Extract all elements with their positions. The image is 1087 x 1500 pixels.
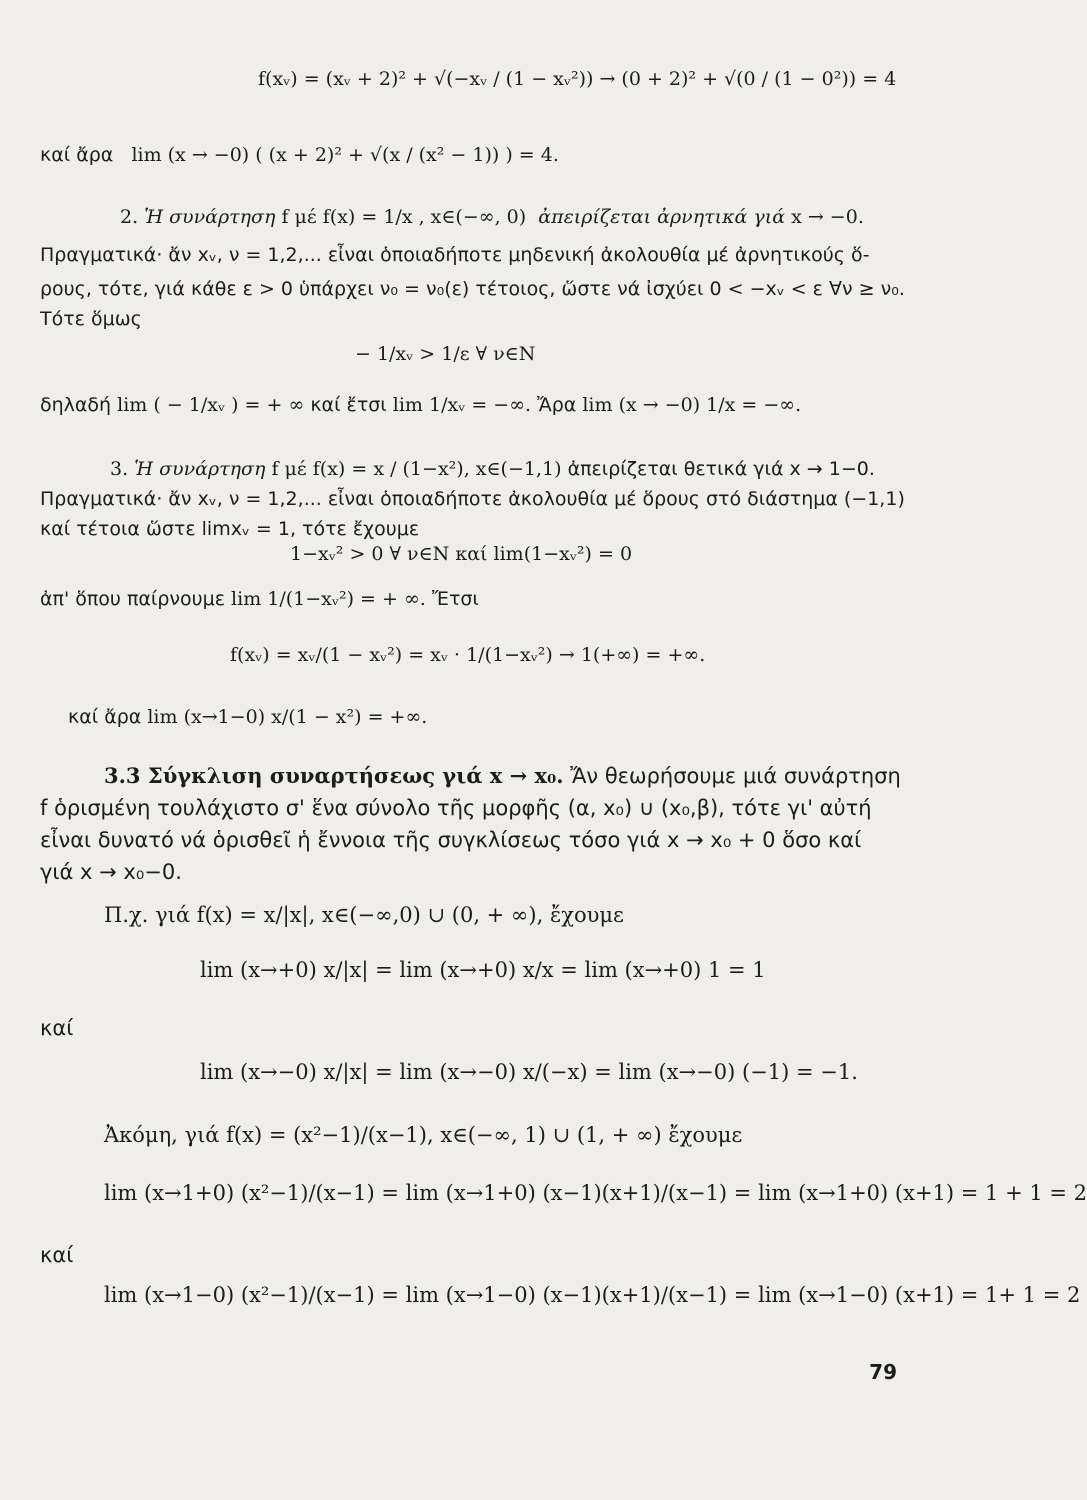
equation-line-13 — [40, 590, 479, 609]
item-2-statement — [120, 208, 864, 227]
example-intro: Π.χ. γιά f(x) = x/|x|, x∈(−∞,0) ∪ (0, + ∞), ἔχουμε — [104, 903, 624, 927]
item-number: 2. — [120, 206, 139, 228]
equation-line-1 — [258, 70, 896, 89]
section-title: 3.3 Σύγκλιση συναρτήσεως γιά x → x₀. — [104, 763, 564, 788]
greek-text: ἀπειρίζεται θετικά γιά x → 1−0. — [567, 458, 875, 480]
equation-line-8 — [40, 396, 801, 415]
paragraph-line: εἶναι δυνατό νά ὁρισθεῖ ἡ ἔννοια τῆς συγκλίσεως τόσο γιά x → x₀ + 0 ὅσο καί — [40, 828, 862, 852]
equation-line: 1−xᵥ² > 0 ∀ ν∈N καί lim(1−xᵥ²) = 0 — [290, 543, 633, 565]
equation-text: f μέ f(x) = x / (1−x²), x∈(−1,1) — [271, 458, 562, 480]
paragraph-line: Πραγματικά· ἄν xᵥ, ν = 1,2,... εἶναι ὁποιαδήποτε μηδενική ἀκολουθία μέ ἀρνητικούς ὅ- — [40, 244, 870, 266]
equation-line: Ἀκόμη, γιά f(x) = (x²−1)/(x−1), x∈(−∞, 1) ∪ (1, + ∞) ἔχουμε — [104, 1123, 743, 1147]
equation-line-2 — [40, 146, 559, 165]
greek-text: Ἔτσι — [431, 588, 479, 610]
equation-line: lim (x→1−0) (x²−1)/(x−1) = lim (x→1−0) (x−1)(x+1)/(x−1) = lim (x→1−0) (x+1) = 1+ 1 = 2 — [104, 1283, 1081, 1307]
equation-text: f(xᵥ) = (xᵥ + 2)² + √(−xᵥ / (1 − xᵥ²)) → (0 + 2)² + √(0 / (1 − 0²)) = 4 — [258, 68, 897, 90]
paragraph-line: f ὁρισμένη τουλάχιστο σ' ἕνα σύνολο τῆς μορφῆς (α, x₀) ∪ (x₀,β), τότε γι' αὐτή — [40, 796, 872, 820]
equation-text: lim (x → −0) ( (x + 2)² + √(x / (x² − 1)) ) = 4. — [131, 144, 559, 166]
greek-text: καί ἔτσι — [310, 394, 387, 416]
item-3-statement — [110, 460, 875, 479]
greek-text: ἀπ' ὅπου παίρνουμε — [40, 588, 225, 610]
paragraph-line: γιά x → x₀−0. — [40, 860, 182, 884]
page-number: 79 — [869, 1360, 897, 1384]
equation-text: lim 1/xᵥ = −∞. — [392, 394, 532, 416]
italic-text: ἀπειρίζεται ἀρνητικά γιά — [538, 206, 786, 228]
equation-text: lim (x→1−0) x/(1 − x²) = +∞. — [147, 706, 428, 728]
equation-text: lim ( − 1/xᵥ ) = + ∞ — [117, 394, 305, 416]
equation-line: − 1/xᵥ > 1/ε ∀ ν∈N — [355, 343, 536, 365]
equation-line: lim (x→−0) x/|x| = lim (x→−0) x/(−x) = lim (x→−0) (−1) = −1. — [200, 1060, 858, 1084]
italic-text: Ἡ συνάρτηση — [144, 206, 276, 228]
italic-text: Ἡ συνάρτηση — [134, 458, 266, 480]
equation-text: lim 1/(1−xᵥ²) = + ∞. — [231, 588, 426, 610]
greek-text: Ἄρα — [537, 394, 577, 416]
equation-text: x → −0. — [791, 206, 864, 228]
greek-text: δηλαδή — [40, 394, 112, 416]
equation-line: lim (x→+0) x/|x| = lim (x→+0) x/x = lim (x→+0) 1 = 1 — [200, 958, 766, 982]
item-number: 3. — [110, 458, 129, 480]
equation-line: f(xᵥ) = xᵥ/(1 − xᵥ²) = xᵥ · 1/(1−xᵥ²) → 1(+∞) = +∞. — [230, 644, 706, 666]
greek-text: καί ἄρα — [40, 144, 114, 166]
section-3-3-line-1 — [104, 765, 901, 787]
greek-text: καί — [40, 1016, 74, 1040]
equation-line: lim (x→1+0) (x²−1)/(x−1) = lim (x→1+0) (x−1)(x+1)/(x−1) = lim (x→1+0) (x+1) = 1 + 1 = 2 — [104, 1181, 1087, 1205]
greek-text: καί ἄρα — [68, 706, 142, 728]
greek-text: καί — [40, 1243, 74, 1267]
equation-text: lim (x → −0) 1/x = −∞. — [582, 394, 802, 416]
paragraph-text: Ἄν θεωρήσουμε μιά συνάρτηση — [570, 764, 901, 788]
paragraph-line: καί τέτοια ὥστε limxᵥ = 1, τότε ἔχουμε — [40, 518, 420, 540]
paragraph-line: ρους, τότε, γιά κάθε ε > 0 ὑπάρχει ν₀ = ν₀(ε) τέτοιος, ὥστε νά ἰσχύει 0 < −xᵥ < ε ∀ν ≥ ν₀. — [40, 278, 905, 300]
equation-text: f μέ f(x) = 1/x , x∈(−∞, 0) — [281, 206, 527, 228]
equation-line-15 — [68, 708, 427, 727]
paragraph-line: Τότε ὅμως — [40, 308, 142, 330]
paragraph-line: Πραγματικά· ἄν xᵥ, ν = 1,2,... εἶναι ὁποιαδήποτε ἀκολουθία μέ ὅρους στό διάστημα (−1,1) — [40, 488, 905, 510]
